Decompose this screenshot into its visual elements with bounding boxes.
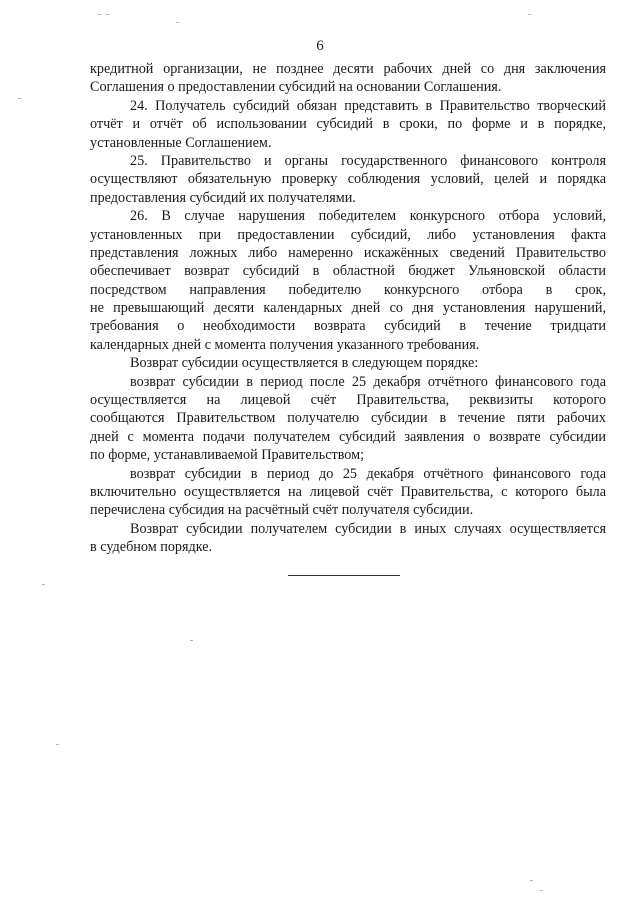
page-number: 6 (316, 38, 324, 54)
text-line: осуществляют обязательную проверку соблюдения условий, целей и порядка (90, 171, 606, 188)
text-line: представления ложных либо намеренно искажённых сведений Правительство (90, 244, 606, 261)
text-line: установленных при предоставлении субсидий, либо установления факта (90, 226, 606, 243)
document-body (90, 60, 606, 557)
text-line: не превышающий десяти календарных дней со дня установления нарушений, (90, 300, 606, 317)
text-line: перечислена субсидия на расчётный счёт получателя субсидии. (90, 502, 474, 519)
text-line: календарных дней с момента получения указанного требования. (90, 336, 480, 353)
scan-artifact (528, 14, 531, 15)
text-line: в судебном порядке. (90, 539, 213, 556)
end-separator-line (288, 575, 400, 576)
text-line: Возврат субсидии осуществляется в следующем порядке: (130, 355, 479, 372)
text-line: кредитной организации, не позднее десяти рабочих дней со дня заключения (90, 61, 606, 77)
text-line: сообщаются Правительством получателю субсидии в течение пяти рабочих (90, 410, 606, 427)
text-line: установленные Соглашением. (90, 134, 272, 151)
scan-artifact (56, 744, 59, 745)
text-line: Возврат субсидии получателем субсидии в иных случаях осуществляется (130, 520, 606, 537)
scan-artifact (98, 14, 101, 15)
text-line: 24. Получатель субсидий обязан представить в Правительство творческий (130, 97, 606, 114)
scan-artifact (42, 584, 45, 585)
text-line: осуществляется на лицевой счёт Правительства, реквизиты которого (90, 392, 606, 409)
scan-artifact (18, 98, 21, 99)
text-line: 25. Правительство и органы государственного финансового контроля (130, 152, 606, 169)
text-line: возврат субсидии в период до 25 декабря отчётного финансового года (130, 465, 606, 482)
text-line: по форме, устанавливаемой Правительством; (90, 447, 365, 464)
text-line: дней с момента подачи получателем субсидий заявления о возврате субсидии (90, 428, 606, 445)
text-line: 26. В случае нарушения победителем конкурсного отбора условий, (130, 208, 606, 225)
text-line: включительно осуществляется на лицевой счёт Правительства, с которого была (90, 483, 606, 500)
text-line: возврат субсидии в период после 25 декабря отчётного финансового года (130, 373, 606, 390)
scan-artifact (176, 22, 179, 23)
scan-artifact (106, 14, 109, 15)
text-line: предоставления субсидий их получателями. (90, 189, 356, 206)
text-line: требования о необходимости возврата субсидий в течение тридцати (90, 318, 606, 335)
text-line: Соглашения о предоставлении субсидий на основании Соглашения. (90, 79, 502, 96)
scan-artifact (530, 880, 533, 881)
text-line: посредством направления победителю конкурсного отбора в срок, (90, 281, 606, 298)
text-line: отчёт и отчёт об использовании субсидий в сроки, по форме и в порядке, (90, 116, 606, 133)
scan-artifact (190, 640, 193, 641)
scan-artifact (540, 890, 543, 891)
text-line: обеспечивает возврат субсидий в областной бюджет Ульяновской области (90, 263, 606, 280)
